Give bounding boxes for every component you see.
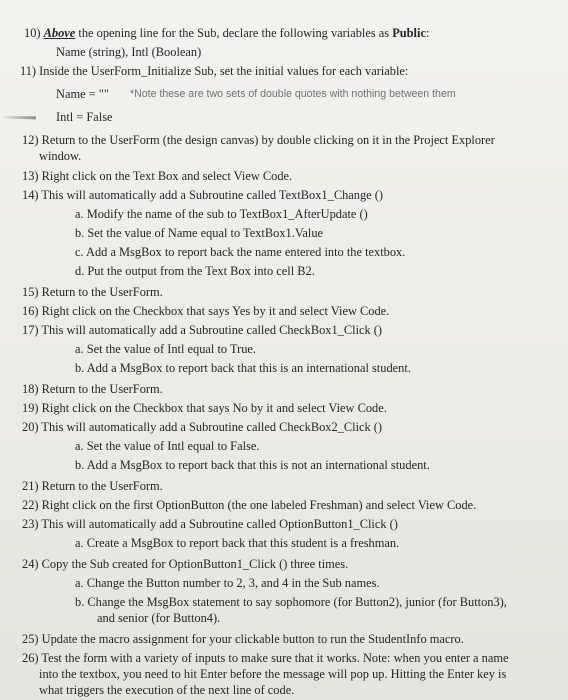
step-17-a: a. Set the value of Intl equal to True. [75,342,257,356]
step-14-d: d. Put the output from the Text Box into cell B2. [75,264,315,278]
step-24-b-line2: and senior (for Button4). [97,611,221,625]
step-20-a: a. Set the value of Intl equal to False. [75,439,260,453]
step-22: 22) Right click on the first OptionButton (the one labeled Freshman) and select View Code. [22,498,477,512]
step-10-vars: Name (string), Intl (Boolean) [56,45,202,59]
step-24-b-line1: b. Change the MsgBox statement to say sophomore (for Button2), junior (for Button3), [75,595,507,609]
step-10-colon: : [425,26,430,40]
step-10-above: Above [43,26,76,40]
step-14-c: c. Add a MsgBox to report back the name entered into the textbox. [75,245,406,259]
step-10-public: Public [392,26,426,40]
step-10-text: the opening line for the Sub, declare the following variables as [75,26,393,40]
step-10 [24,26,429,41]
step-21: 21) Return to the UserForm. [22,479,163,493]
step-19: 19) Right click on the Checkbox that says No by it and select View Code. [22,401,387,415]
step-11-intl: Intl = False [56,110,113,124]
step-10-number: 10) [24,26,41,40]
step-11: 11) Inside the UserForm_Initialize Sub, set the initial values for each variable: [20,64,409,78]
step-14: 14) This will automatically add a Subroutine called TextBox1_Change () [22,188,384,202]
step-18: 18) Return to the UserForm. [22,382,163,396]
step-23: 23) This will automatically add a Subroutine called OptionButton1_Click () [22,517,398,531]
step-12-line2: window. [39,149,82,163]
step-13: 13) Right click on the Text Box and select View Code. [22,169,293,183]
step-23-a: a. Create a MsgBox to report back that this student is a freshman. [75,536,400,550]
step-26-line2: into the textbox, you need to hit Enter before the message will pop up. Hitting the Enter key is [39,667,507,681]
step-20: 20) This will automatically add a Subroutine called CheckBox2_Click () [22,420,383,434]
step-14-a: a. Modify the name of the sub to TextBox1_AfterUpdate () [75,207,368,221]
step-12-line1: 12) Return to the UserForm (the design canvas) by double clicking on it in the Project Explorer [22,133,495,147]
step-17-b: b. Add a MsgBox to report back that this is an international student. [75,361,411,375]
step-26-line3: what triggers the execution of the next line of code. [39,683,295,697]
step-16: 16) Right click on the Checkbox that says Yes by it and select View Code. [22,304,390,318]
step-17: 17) This will automatically add a Subroutine called CheckBox1_Click () [22,323,383,337]
step-15: 15) Return to the UserForm. [22,285,163,299]
step-11-note: *Note these are two sets of double quotes with nothing between them [130,88,456,100]
step-24: 24) Copy the Sub created for OptionButton1_Click () three times. [22,557,349,571]
pen-stroke [0,116,36,120]
step-24-a: a. Change the Button number to 2, 3, and 4 in the Sub names. [75,576,380,590]
step-25: 25) Update the macro assignment for your clickable button to run the StudentInfo macro. [22,632,464,646]
step-20-b: b. Add a MsgBox to report back that this is not an international student. [75,458,430,472]
step-11-name: Name = "" [56,87,109,101]
step-26-line1: 26) Test the form with a variety of inputs to make sure that it works. Note: when you enter a name [22,651,509,665]
step-14-b: b. Set the value of Name equal to TextBox1.Value [75,226,324,240]
